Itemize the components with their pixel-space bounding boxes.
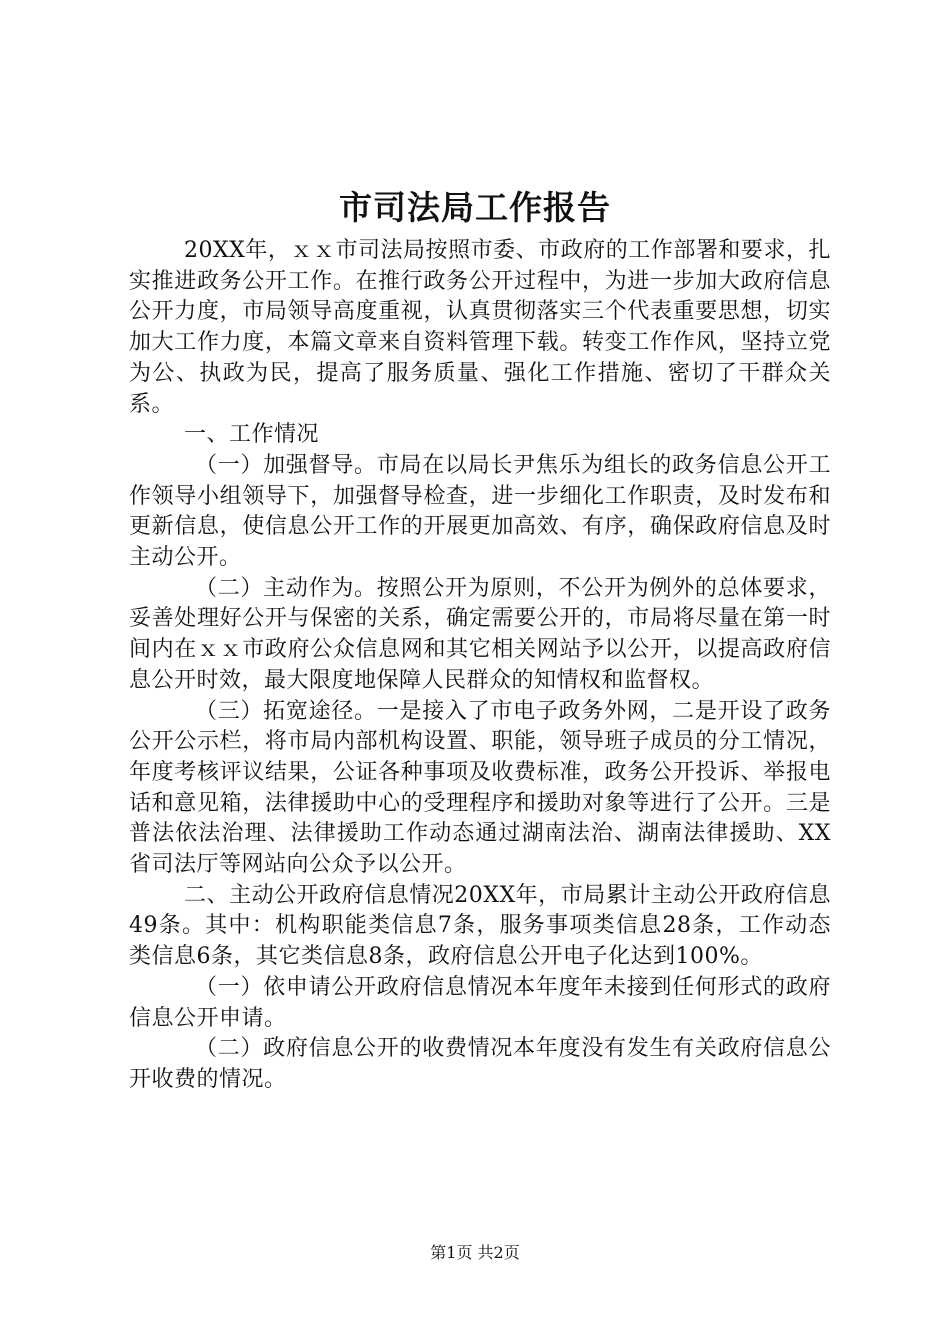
paragraph-intro: 20XX年，ｘｘ市司法局按照市委、市政府的工作部署和要求，扎实推进政务公开工作。在推行政务公开过程中，为进一步加大政府信息公开力度，市局领导高度重视，认真贯彻落实三个代表重要思想，切实加大工作力度，本篇文章来自资料管理下载。转变工作作风，坚持立党为公、执政为民，提高了服务质量、强化工作措施、密切了干群众关系。	[129, 238, 831, 417]
page-number-footer: 第1页 共2页	[430, 1243, 520, 1262]
paragraph-channels: （三）拓宽途径。一是接入了市电子政务外网，二是开设了政务公开公示栏，将市局内部机构设置、职能，领导班子成员的分工情况，年度考核评议结果，公证各种事项及收费标准，政务公开投诉、举报电话和意见箱，法律援助中心的受理程序和援助对象等进行了公开。三是普法依法治理、法律援助工作动态通过湖南法治、湖南法律援助、XX省司法厅等网站向公众予以公开。	[129, 698, 831, 878]
section-heading-work: 一、工作情况	[184, 422, 320, 448]
paragraph-fees: （二）政府信息公开的收费情况本年度没有发生有关政府信息公开收费的情况。	[129, 1036, 831, 1092]
paragraph-applications: （一）依申请公开政府信息情况本年度年未接到任何形式的政府信息公开申请。	[129, 974, 831, 1031]
document-title: 市司法局工作报告	[339, 188, 611, 227]
paragraph-supervision: （一）加强督导。市局在以局长尹焦乐为组长的政务信息公开工作领导小组领导下，加强督导检查，进一步细化工作职责，及时发布和更新信息，使信息公开工作的开展更加高效、有序，确保政府信息及时主动公开。	[129, 452, 831, 571]
paragraph-proactive: （二）主动作为。按照公开为原则，不公开为例外的总体要求，妥善处理好公开与保密的关系，确定需要公开的，市局将尽量在第一时间内在ｘｘ市政府公众信息网和其它相关网站予以公开，以提高政府信息公开时效，最大限度地保障人民群众的知情权和监督权。	[129, 575, 831, 693]
paragraph-disclosure-stats: 二、主动公开政府信息情况20XX年，市局累计主动公开政府信息49条。其中：机构职能类信息7条，服务事项类信息28条，工作动态类信息6条，其它类信息8条，政府信息公开电子化达到100%。	[129, 882, 831, 970]
document-body	[129, 236, 831, 1096]
